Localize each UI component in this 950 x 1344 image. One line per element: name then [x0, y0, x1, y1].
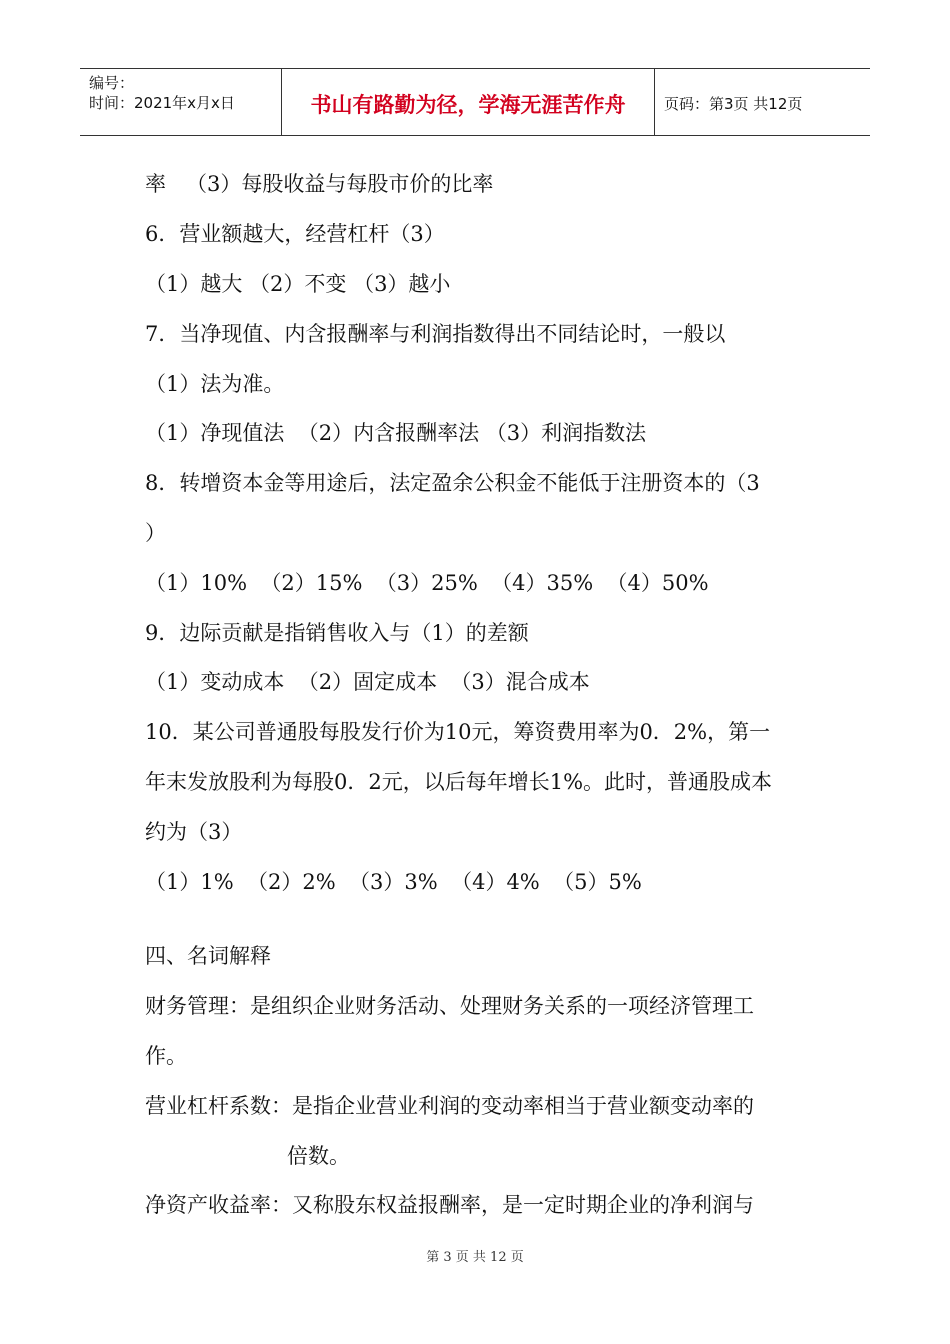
definition-financial-management: 财务管理：是组织企业财务活动、处理财务关系的一项经济管理工: [145, 994, 754, 1018]
header-meta: [80, 69, 282, 135]
definition-financial-management-cont: 作。: [145, 1044, 187, 1068]
header-page-info: 页码：第3页 共12页: [664, 94, 803, 113]
question-7-options: （1）净现值法 （2）内含报酬率法 （3）利润指数法: [145, 421, 647, 445]
question-10: 10．某公司普通股每股发行价为10元，筹资费用率为0．2%，第一: [145, 720, 771, 744]
question-10-options: （1）1% （2）2% （3）3% （4）4% （5）5%: [145, 870, 642, 894]
header-time-label: 时间：2021年x月x日: [89, 94, 235, 112]
question-6: 6．营业额越大，经营杠杆（3）: [145, 222, 445, 246]
definition-roe: 净资产收益率：又称股东权益报酬率，是一定时期企业的净利润与: [145, 1193, 754, 1217]
header-motto: 书山有路勤为径，学海无涯苦作舟: [282, 69, 655, 135]
question-6-options: （1）越大 （2）不变 （3）越小: [145, 272, 451, 296]
text-line: 率 （3）每股收益与每股市价的比率: [145, 172, 494, 196]
question-10-cont: 年末发放股利为每股0．2元，以后每年增长1%。此时，普通股成本: [145, 770, 773, 794]
question-10-cont-2: 约为（3）: [145, 820, 243, 844]
question-8-options: （1）10% （2）15% （3）25% （4）35% （4）50%: [145, 571, 709, 595]
definition-operating-leverage: 营业杠杆系数：是指企业营业利润的变动率相当于营业额变动率的: [145, 1094, 754, 1118]
question-8: 8．转增资本金等用途后，法定盈余公积金不能低于注册资本的（3: [145, 471, 760, 495]
question-9-options: （1）变动成本 （2）固定成本 （3）混合成本: [145, 670, 590, 694]
question-9: 9．边际贡献是指销售收入与（1）的差额: [145, 621, 529, 645]
question-8-cont: ）: [145, 521, 166, 545]
question-7-cont: （1）法为准。: [145, 372, 285, 396]
question-7: 7．当净现值、内含报酬率与利润指数得出不同结论时，一般以: [145, 322, 726, 346]
section-heading: 四、名词解释: [145, 944, 271, 968]
page-header: [80, 68, 870, 136]
definition-operating-leverage-cont: 倍数。: [287, 1144, 350, 1168]
header-number-label: 编号：: [89, 74, 135, 92]
page-footer: 第 3 页 共 12 页: [426, 1250, 524, 1265]
